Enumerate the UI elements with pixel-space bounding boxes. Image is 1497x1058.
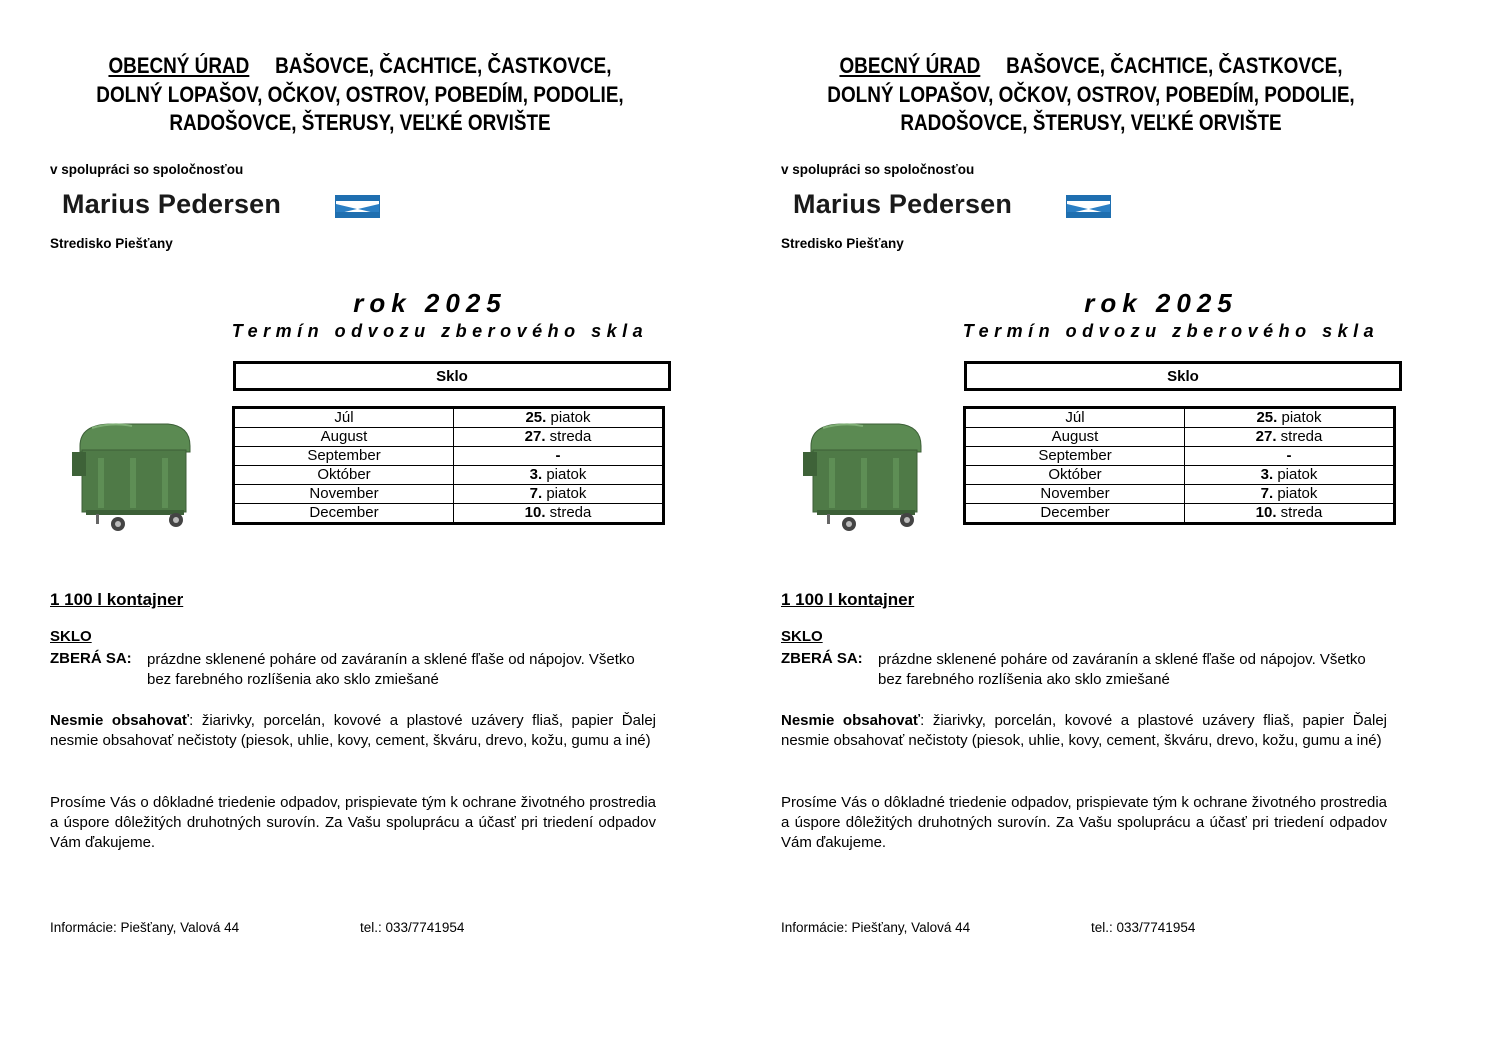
header-line-3: RADOŠOVCE, ŠTERUSY, VEĽKÉ ORVIŠTE	[169, 110, 551, 135]
header-line-3: RADOŠOVCE, ŠTERUSY, VEĽKÉ ORVIŠTE	[900, 110, 1282, 135]
date-cell	[454, 504, 664, 524]
header-title	[807, 52, 1375, 138]
collects-text: prázdne sklenené poháre od zaváranín a sklené fľaše od nápojov. Všetko bez farebného rozlíšenia ako sklo zmiešané	[147, 651, 635, 688]
header-line-1: BAŠOVCE, ČACHTICE, ČASTKOVCE,	[1006, 53, 1343, 78]
day-number: 3.	[1260, 466, 1274, 483]
office-label: OBECNÝ ÚRAD	[108, 53, 250, 78]
day-number: 27.	[1255, 428, 1277, 445]
table-row	[965, 466, 1395, 485]
date-cell	[454, 428, 664, 447]
month-cell: August	[234, 428, 454, 447]
weekday: streda	[545, 504, 592, 521]
date-cell	[1185, 447, 1395, 466]
month-cell: Júl	[965, 408, 1185, 428]
table-row	[234, 447, 664, 466]
green-waste-bin-icon	[803, 418, 925, 536]
day-number: 25.	[525, 409, 547, 426]
collects-text: prázdne sklenené poháre od zaváranín a sklené fľaše od nápojov. Všetko bez farebného rozlíšenia ako sklo zmiešané	[878, 651, 1366, 688]
date-cell	[1185, 485, 1395, 504]
cooperation-text: v spolupráci so spoločnosťou	[50, 162, 244, 177]
day-number: 10.	[524, 504, 546, 521]
company-name: Marius Pedersen	[62, 189, 282, 219]
tel-text: tel.: 033/7741954	[1091, 920, 1196, 935]
marius-pedersen-logo-icon	[335, 195, 380, 218]
center-name: Stredisko Piešťany	[50, 236, 173, 251]
flyer-left	[0, 0, 730, 1058]
date-cell	[454, 466, 664, 485]
date-cell	[454, 447, 664, 466]
forbidden-paragraph	[50, 711, 656, 751]
month-cell: December	[965, 504, 1185, 524]
material-box-label: Sklo	[1167, 367, 1199, 385]
day-number: 7.	[1260, 485, 1274, 502]
day-number: 3.	[529, 466, 543, 483]
table-row	[234, 428, 664, 447]
subtitle: Termín odvozu zberového skla	[231, 321, 649, 341]
info-text: Informácie: Piešťany, Valová 44	[781, 920, 971, 935]
header-title	[76, 52, 644, 138]
forbidden-text: : žiarivky, porcelán, kovové a plastové uzávery fliaš, papier Ďalej nesmie obsahovať nečistoty (piesok, uhlie, kovy, cement, škváru, drevo, kožu, gumu a iné)	[50, 712, 656, 749]
office-label: OBECNÝ ÚRAD	[839, 53, 981, 78]
day-number: 27.	[524, 428, 546, 445]
weekday: piatok	[1273, 466, 1318, 483]
date-cell	[1185, 466, 1395, 485]
month-cell: November	[234, 485, 454, 504]
company-name: Marius Pedersen	[793, 189, 1013, 219]
info-text: Informácie: Piešťany, Valová 44	[50, 920, 240, 935]
header-line-1: BAŠOVCE, ČACHTICE, ČASTKOVCE,	[275, 53, 612, 78]
collects-label: ZBERÁ SA:	[50, 650, 132, 667]
appeal-paragraph: Prosíme Vás o dôkladné triedenie odpadov, prispievate tým k ochrane životného prostredia a úspore dôležitých druhotných surovín. Za Vašu spoluprácu a účasť pri triedení odpadov Vám ďakujeme.	[781, 794, 1387, 851]
tel-text: tel.: 033/7741954	[360, 920, 465, 935]
subtitle: Termín odvozu zberového skla	[962, 321, 1380, 341]
day-number: 25.	[1256, 409, 1278, 426]
day-number: -	[1286, 447, 1292, 464]
table-row	[234, 466, 664, 485]
material-box	[233, 361, 671, 391]
center-name: Stredisko Piešťany	[781, 236, 904, 251]
schedule-table	[963, 406, 1396, 525]
date-cell	[1185, 428, 1395, 447]
date-cell	[454, 408, 664, 428]
flyer-right	[731, 0, 1461, 1058]
year-title: rok 2025	[1084, 288, 1238, 318]
weekday: piatok	[542, 466, 587, 483]
weekday: piatok	[1277, 409, 1322, 426]
month-cell: September	[234, 447, 454, 466]
green-waste-bin-icon	[72, 418, 194, 536]
header-line-2: DOLNÝ LOPAŠOV, OČKOV, OSTROV, POBEDÍM, PODOLIE,	[96, 81, 624, 107]
weekday: piatok	[546, 409, 591, 426]
table-row	[965, 447, 1395, 466]
material-heading: SKLO	[50, 628, 92, 645]
weekday: streda	[545, 428, 592, 445]
month-cell: Júl	[234, 408, 454, 428]
table-row	[965, 408, 1395, 428]
forbidden-text: : žiarivky, porcelán, kovové a plastové uzávery fliaš, papier Ďalej nesmie obsahovať nečistoty (piesok, uhlie, kovy, cement, škváru, drevo, kožu, gumu a iné)	[781, 712, 1387, 749]
date-cell	[1185, 408, 1395, 428]
appeal-paragraph: Prosíme Vás o dôkladné triedenie odpadov, prispievate tým k ochrane životného prostredia a úspore dôležitých druhotných surovín. Za Vašu spoluprácu a účasť pri triedení odpadov Vám ďakujeme.	[50, 794, 656, 851]
header-line-2: DOLNÝ LOPAŠOV, OČKOV, OSTROV, POBEDÍM, PODOLIE,	[827, 81, 1355, 107]
collects-label: ZBERÁ SA:	[781, 650, 863, 667]
forbidden-paragraph	[781, 711, 1387, 751]
month-cell: September	[965, 447, 1185, 466]
cooperation-text: v spolupráci so spoločnosťou	[781, 162, 975, 177]
container-label: 1 100 l kontajner	[50, 590, 184, 609]
date-cell	[1185, 504, 1395, 524]
month-cell: December	[234, 504, 454, 524]
table-row	[234, 408, 664, 428]
month-cell: Október	[234, 466, 454, 485]
day-number: 7.	[529, 485, 543, 502]
table-row	[965, 485, 1395, 504]
weekday: streda	[1276, 504, 1323, 521]
material-heading: SKLO	[781, 628, 823, 645]
table-row	[234, 485, 664, 504]
schedule-table	[232, 406, 665, 525]
month-cell: Október	[965, 466, 1185, 485]
table-row	[965, 428, 1395, 447]
marius-pedersen-logo-icon	[1066, 195, 1111, 218]
month-cell: November	[965, 485, 1185, 504]
forbidden-label: Nesmie obsahovať	[50, 712, 190, 729]
date-cell	[454, 485, 664, 504]
weekday: piatok	[542, 485, 587, 502]
material-box-label: Sklo	[436, 367, 468, 385]
year-title: rok 2025	[353, 288, 507, 318]
month-cell: August	[965, 428, 1185, 447]
weekday: piatok	[1273, 485, 1318, 502]
weekday: streda	[1276, 428, 1323, 445]
table-row	[234, 504, 664, 524]
day-number: 10.	[1255, 504, 1277, 521]
day-number: -	[555, 447, 561, 464]
container-label: 1 100 l kontajner	[781, 590, 915, 609]
forbidden-label: Nesmie obsahovať	[781, 712, 921, 729]
material-box	[964, 361, 1402, 391]
table-row	[965, 504, 1395, 524]
